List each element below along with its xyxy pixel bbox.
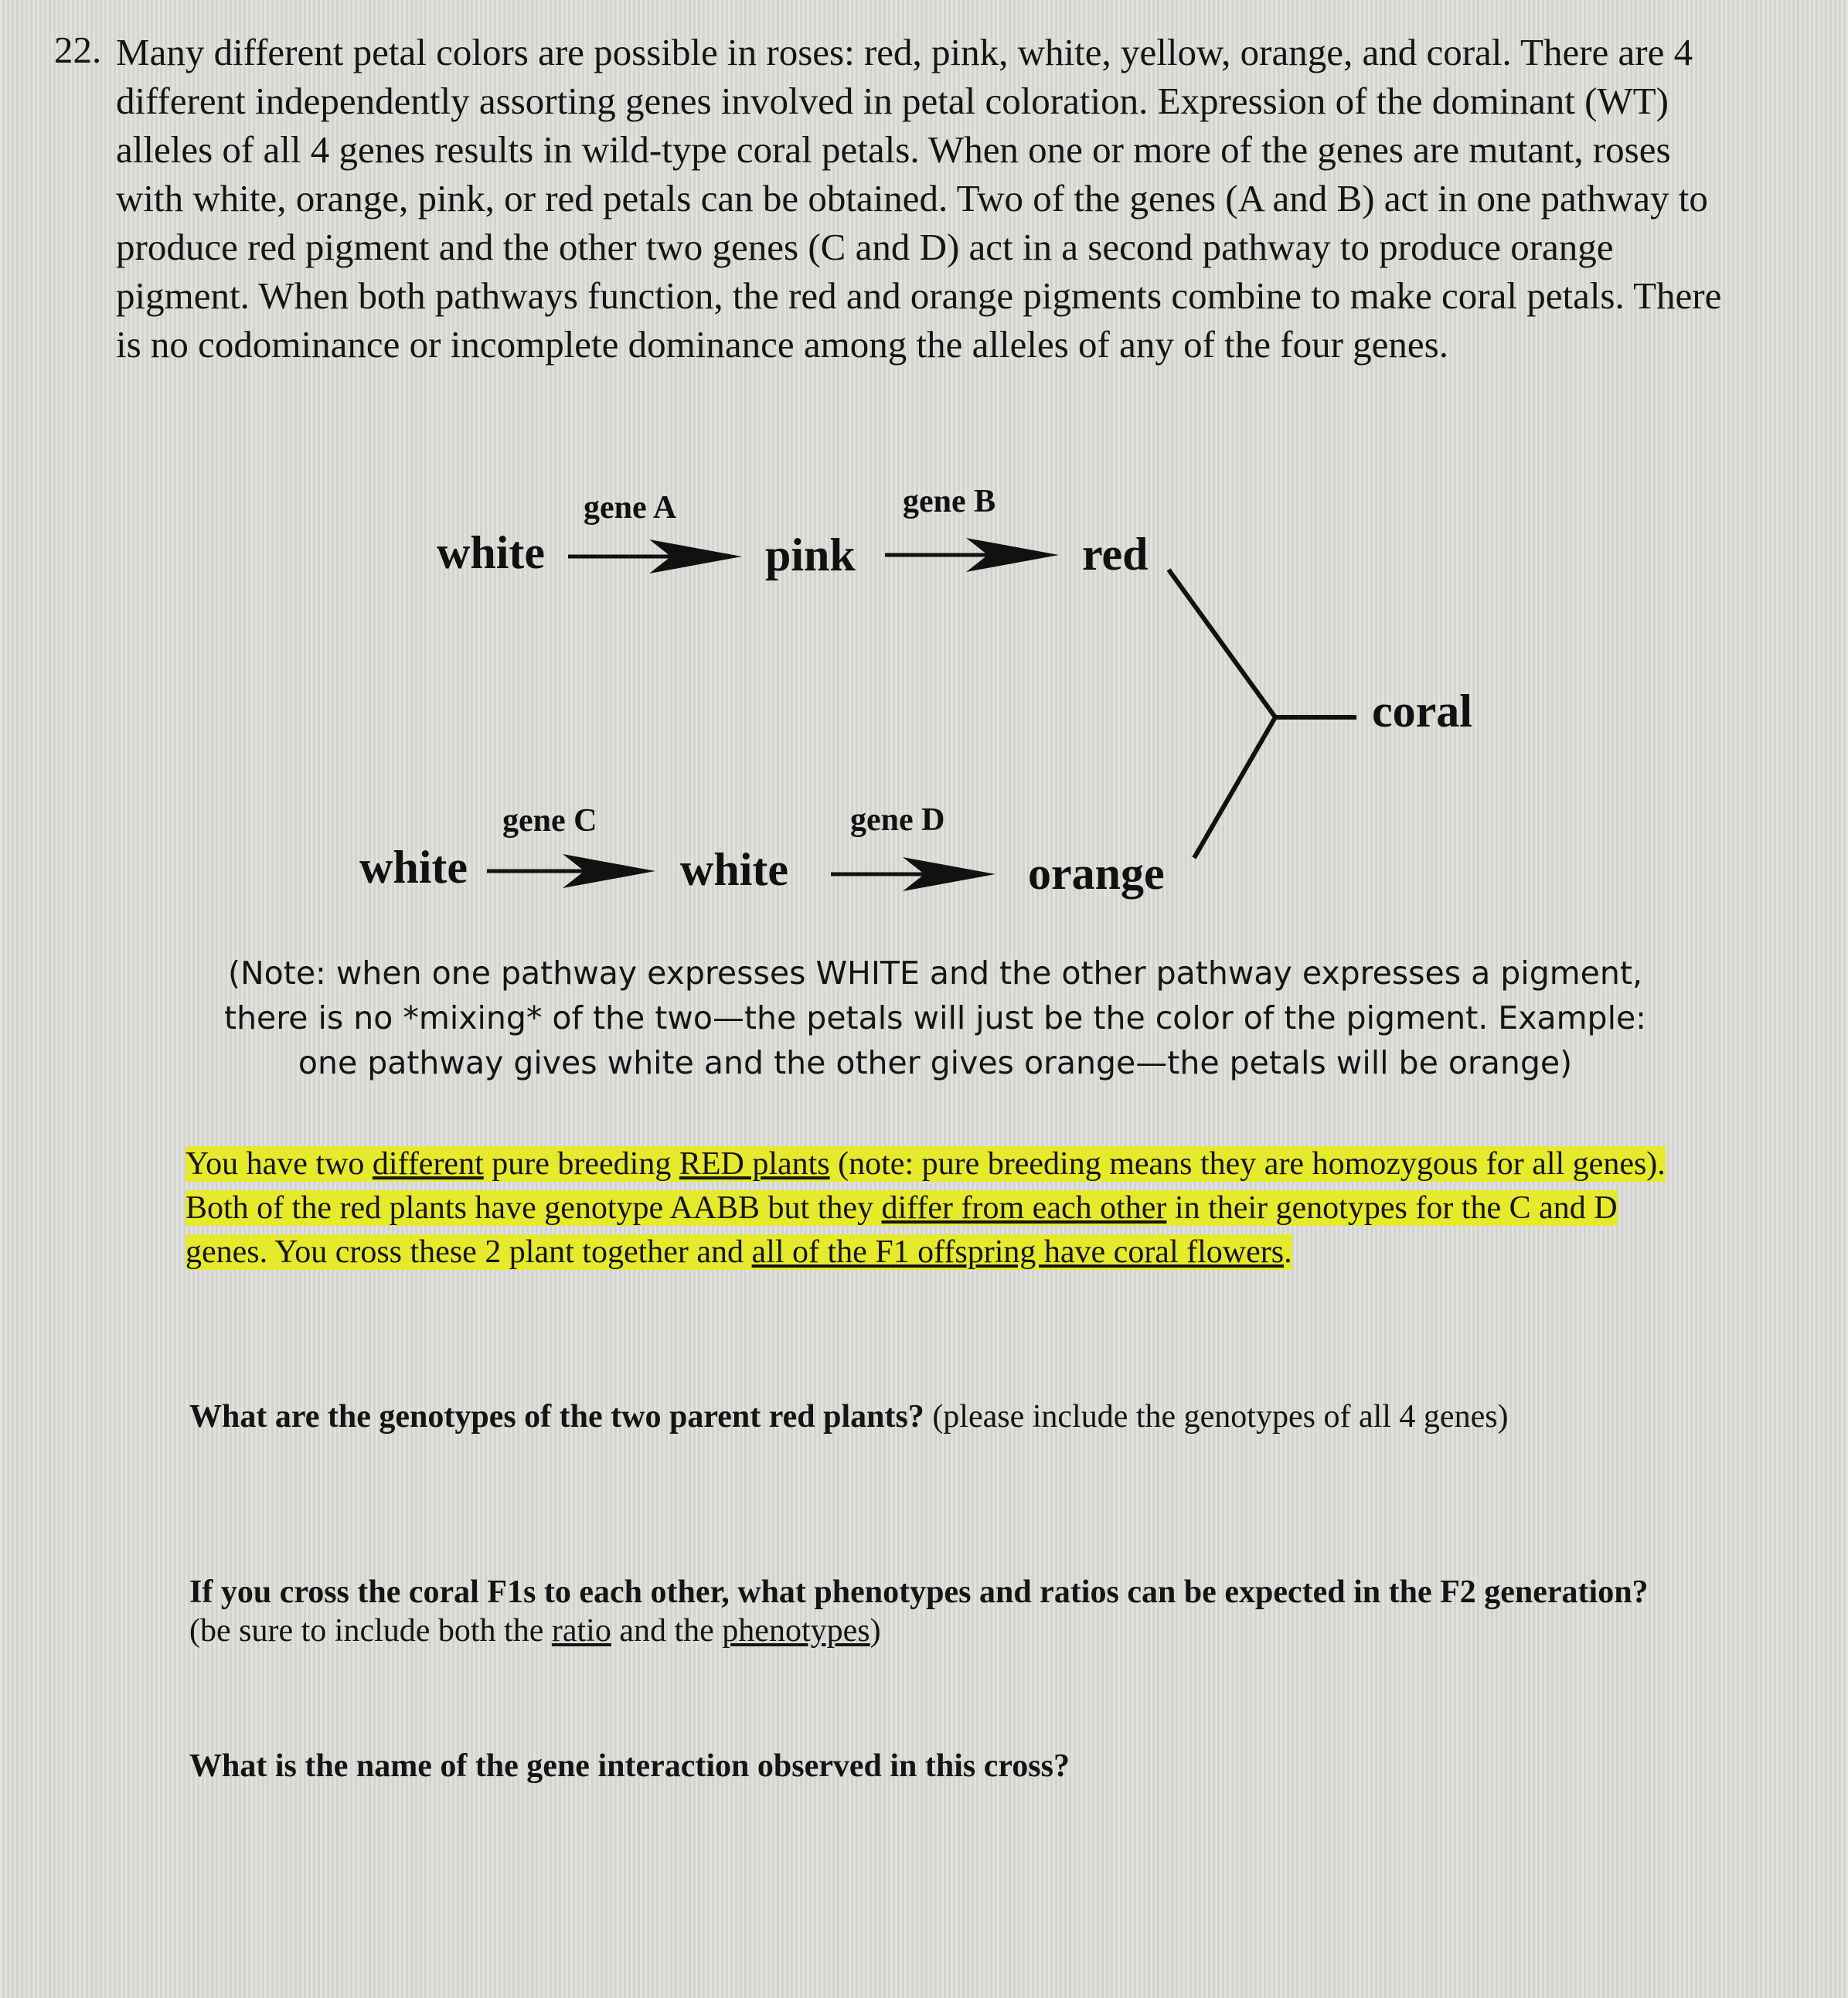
scenario-underline-red-plants: RED plants — [679, 1146, 830, 1182]
convergence-bracket — [1169, 570, 1356, 858]
subquestion-gene-interaction — [189, 1747, 1658, 1785]
q2-underline-phenotypes: phenotypes — [722, 1613, 870, 1649]
q1-rest: (please include the genotypes of all 4 genes) — [924, 1399, 1509, 1435]
pathway1-start-label: white — [437, 527, 545, 578]
scenario-text-5: . — [1284, 1234, 1292, 1270]
result-label: coral — [1372, 686, 1472, 737]
pathway1-middle-label: pink — [765, 529, 856, 580]
q2-rest-1: (be sure to include both the — [189, 1613, 552, 1649]
pigment-pathway-diagram — [0, 0, 1848, 928]
cross-scenario — [185, 1142, 1677, 1275]
question-intro: Many different petal colors are possible in roses: red, pink, white, yellow, orange, and coral. There are 4 different independently assorting genes involved in petal coloration. Expression of the dominant (WT) alleles of all 4 genes results in wild-type coral petals. When one or more of the genes are mutant, roses with white, orange, pink, or red petals can be obtained. Two of the genes (A and B) act in one pathway to produce red pigment and the other two genes (C and D) act in a second pathway to produce orange pigment. When both pathways function, the red and orange pigments combine to make coral petals. There is no codominance or incomplete dominance among the alleles of any of the four genes. — [116, 31, 1722, 366]
scenario-text-4: in their genotypes for the C and D genes. You cross these 2 plant together and — [185, 1190, 1618, 1270]
arrow-gene-a — [568, 539, 742, 574]
scenario-underline-different: different — [372, 1146, 484, 1182]
gene-a-label: gene A — [584, 490, 677, 526]
arrow-gene-b — [885, 538, 1059, 572]
scenario-text-2: pure breeding — [483, 1146, 679, 1182]
scenario-underline-differ: differ from each other — [881, 1190, 1167, 1226]
gene-b-label: gene B — [903, 484, 996, 519]
q2-underline-ratio: ratio — [551, 1613, 611, 1649]
gene-d-label: gene D — [850, 802, 945, 838]
question-number: 22. — [54, 29, 102, 71]
note-line-3: one pathway gives white and the other gives orange—the petals will be orange) — [298, 1044, 1573, 1081]
gene-c-label: gene C — [502, 803, 597, 839]
scenario-underline-f1-coral: all of the F1 offspring have coral flowers — [751, 1234, 1285, 1270]
scenario-highlight — [185, 1146, 1666, 1270]
note-line-2: there is no *mixing* of the two—the petals will just be the color of the pigment. Example: — [224, 999, 1646, 1036]
pathway1-end-label: red — [1082, 529, 1149, 580]
q3-bold: What is the name of the gene interaction observed in this cross? — [189, 1748, 1070, 1784]
subquestion-parent-genotypes — [189, 1397, 1658, 1436]
subquestion-f2-ratios — [189, 1573, 1658, 1650]
q2-bold: If you cross the coral F1s to each other, what phenotypes and ratios can be expected in the F2 generation? — [189, 1574, 1649, 1610]
scenario-text-3: (note: pure breeding means they are homozygous for all genes). Both of the red plants have genotype AABB but they — [185, 1146, 1666, 1226]
arrow-gene-d — [831, 857, 995, 891]
q2-rest-2: and the — [611, 1613, 723, 1649]
pathway2-start-label: white — [359, 842, 468, 893]
note-line-1: (Note: when one pathway expresses WHITE and the other pathway expresses a pigment, — [228, 955, 1642, 992]
pathway2-end-label: orange — [1028, 848, 1165, 899]
q1-bold: What are the genotypes of the two parent red plants? — [189, 1399, 924, 1435]
scenario-text-1: You have two — [185, 1146, 373, 1182]
arrow-gene-c — [487, 854, 655, 888]
pathway2-middle-label: white — [680, 844, 788, 895]
pigment-note — [201, 951, 1669, 1085]
q2-rest-3: ) — [870, 1613, 881, 1649]
